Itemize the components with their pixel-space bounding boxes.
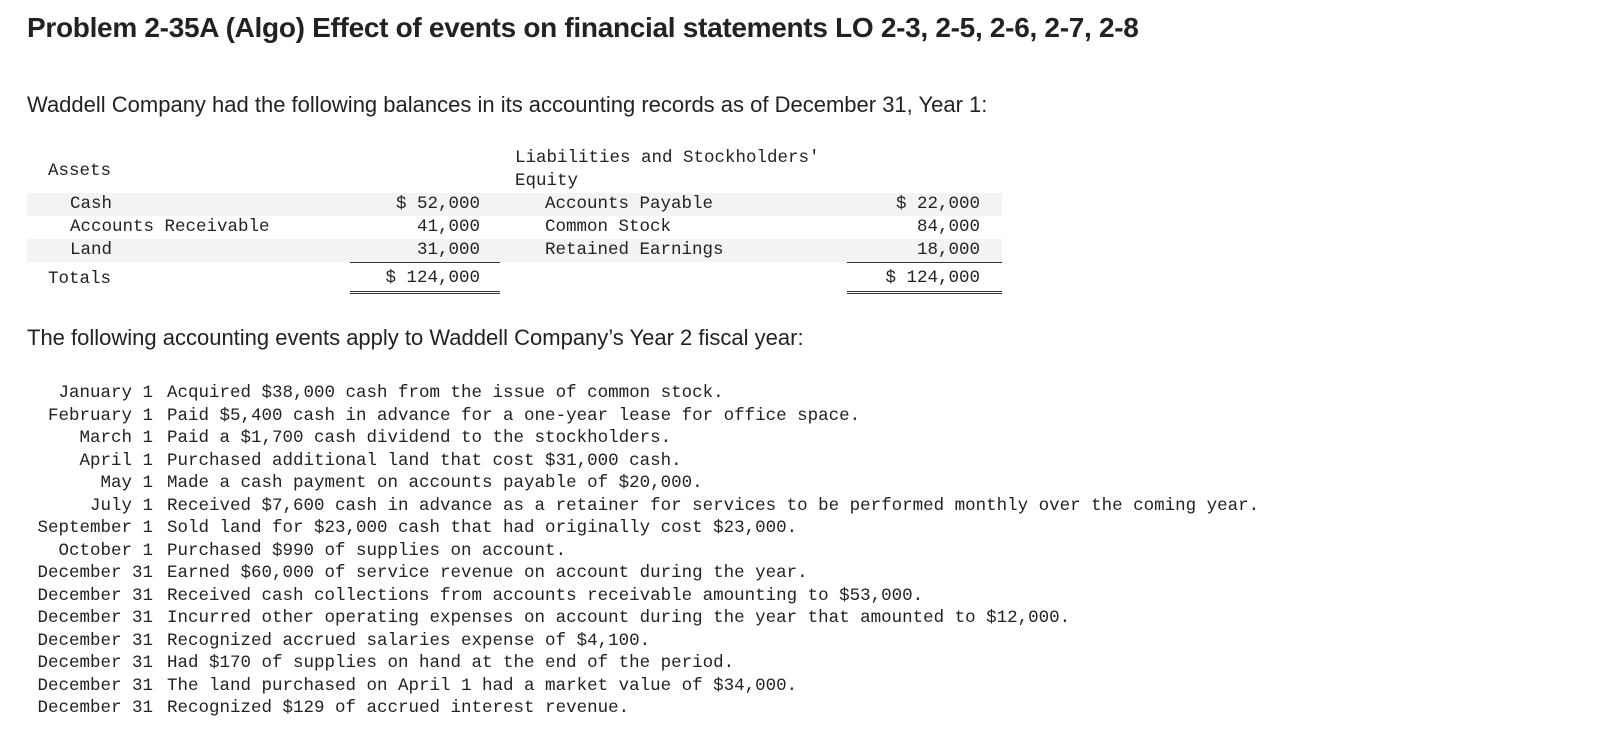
liab-label-payable: Accounts Payable (545, 194, 714, 214)
list-item (27, 450, 1259, 473)
asset-amount-land: 31,000 (416, 240, 480, 260)
list-item (27, 697, 1259, 720)
liabilities-header-line1: Liabilities and Stockholders' (515, 148, 820, 168)
asset-label-receivable: Accounts Receivable (70, 217, 270, 237)
event-description: Recognized accrued salaries expense of $4,100. (167, 630, 651, 651)
asset-label-land: Land (70, 240, 113, 260)
event-description: Received cash collections from accounts receivable amounting to $53,000. (167, 585, 924, 606)
balance-table (27, 147, 1027, 302)
events-intro-text: The following accounting events apply to Waddell Company’s Year 2 fiscal year: (27, 325, 804, 350)
list-item (27, 495, 1259, 518)
assets-header: Assets (48, 161, 112, 181)
assets-subtotal-rule (350, 262, 500, 263)
event-description: Sold land for $23,000 cash that had originally cost $23,000. (167, 518, 798, 538)
list-item (27, 405, 1259, 428)
list-item (27, 382, 1259, 405)
assets-total-double-rule (350, 291, 500, 294)
event-description: Had $170 of supplies on hand at the end of the period. (167, 653, 735, 673)
list-item (27, 652, 1259, 675)
liab-label-retained: Retained Earnings (545, 240, 724, 260)
event-description: Purchased additional land that cost $31,000 cash. (167, 450, 682, 471)
liab-amount-common-stock: 84,000 (916, 217, 980, 237)
event-date: April 1 (79, 450, 153, 471)
liab-total-double-rule (847, 291, 1002, 294)
asset-amount-receivable: 41,000 (416, 217, 480, 237)
events-list (27, 382, 1259, 720)
list-item (27, 517, 1259, 540)
list-item (27, 562, 1259, 585)
event-date: December 31 (37, 563, 153, 583)
event-date: February 1 (47, 405, 153, 426)
list-item (27, 472, 1259, 495)
asset-amount-cash: $ 52,000 (395, 194, 480, 214)
event-date: December 31 (37, 698, 153, 718)
event-description: Paid a $1,700 cash dividend to the stockholders. (167, 428, 672, 448)
asset-label-cash: Cash (70, 194, 113, 214)
event-date: July 1 (89, 495, 153, 516)
event-date: September 1 (37, 518, 153, 538)
intro-text: Waddell Company had the following balances in its accounting records as of December 31, Year 1: (27, 92, 988, 117)
event-description: Purchased $990 of supplies on account. (167, 540, 567, 561)
event-date: December 31 (37, 608, 153, 628)
list-item (27, 540, 1259, 563)
list-item (27, 630, 1259, 653)
liab-subtotal-rule (847, 262, 1002, 263)
event-date: December 31 (37, 630, 153, 651)
event-description: Received $7,600 cash in advance as a retainer for services to be performed monthly over the coming year. (167, 495, 1260, 516)
liabilities-header-line2: Equity (515, 171, 579, 191)
event-date: December 31 (37, 585, 153, 606)
assets-total: $ 124,000 (385, 268, 480, 288)
event-date: January 1 (58, 383, 153, 403)
list-item (27, 675, 1259, 698)
list-item (27, 585, 1259, 608)
event-date: March 1 (79, 428, 153, 448)
event-description: Incurred other operating expenses on account during the year that amounted to $12,000. (167, 608, 1071, 628)
liab-amount-retained: 18,000 (916, 240, 980, 260)
totals-label: Totals (48, 269, 112, 289)
event-date: December 31 (37, 675, 153, 696)
event-description: The land purchased on April 1 had a market value of $34,000. (167, 675, 798, 696)
event-description: Recognized $129 of accrued interest revenue. (167, 698, 630, 718)
event-description: Paid $5,400 cash in advance for a one-year lease for office space. (167, 405, 861, 426)
event-description: Earned $60,000 of service revenue on account during the year. (167, 563, 808, 583)
liab-label-common-stock: Common Stock (545, 217, 672, 237)
event-description: Acquired $38,000 cash from the issue of common stock. (167, 383, 724, 403)
event-date: December 31 (37, 653, 153, 673)
event-date: May 1 (100, 473, 153, 493)
list-item (27, 427, 1259, 450)
list-item (27, 607, 1259, 630)
liab-amount-payable: $ 22,000 (895, 194, 980, 214)
liab-total: $ 124,000 (885, 268, 980, 288)
event-description: Made a cash payment on accounts payable of $20,000. (167, 473, 703, 493)
event-date: October 1 (58, 540, 153, 561)
problem-title: Problem 2-35A (Algo) Effect of events on financial statements LO 2-3, 2-5, 2-6, 2-7, 2-8 (27, 12, 1139, 43)
